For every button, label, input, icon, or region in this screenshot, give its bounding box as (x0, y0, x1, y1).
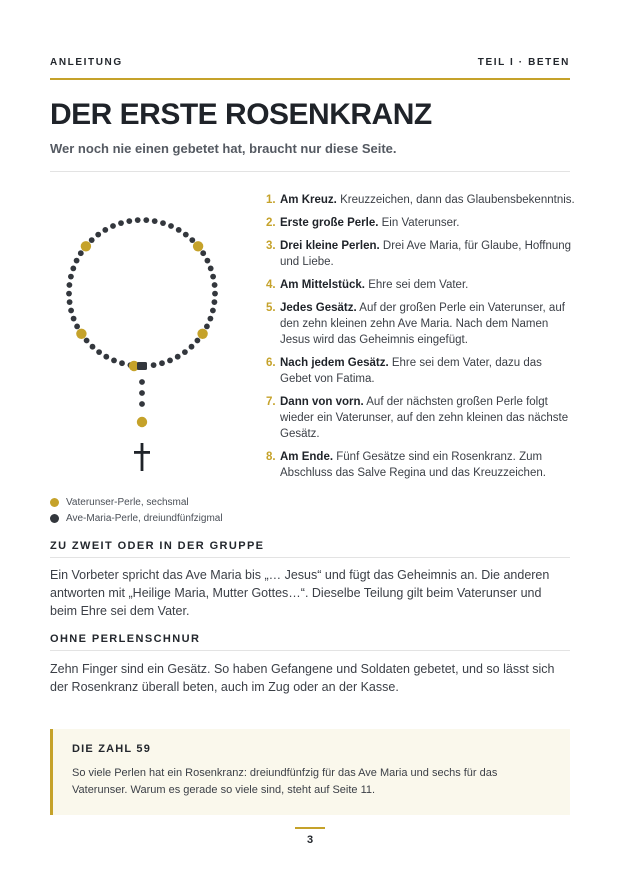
callout-box (50, 729, 570, 815)
step-body: Auf der großen Perle ein Vaterunser, auf den zehn kleinen zehn Ave Maria. Nach dem Namen Jesus wird das Geheimnis eingefügt. (280, 302, 565, 346)
gold-bead-icon (50, 498, 59, 507)
legend-label: Ave-Maria-Perle, dreiundfünfzigmal (66, 512, 223, 524)
rosary-pendant (129, 361, 147, 427)
gold-bead (193, 241, 203, 251)
callout-title: DIE ZAHL 59 (72, 743, 152, 755)
dark-bead (160, 220, 166, 226)
section-heading: ZU ZWEIT ODER IN DER GRUPPE (50, 540, 265, 552)
dark-bead (126, 218, 132, 224)
step-text (280, 215, 576, 231)
dark-bead (110, 223, 116, 229)
step-number: 6. (266, 357, 276, 369)
gold-bead (76, 329, 86, 339)
dark-bead (159, 360, 165, 366)
dark-bead (195, 338, 201, 344)
dark-bead (103, 354, 109, 360)
step-body: Auf der nächsten großen Perle folgt wieder ein Vaterunser, auf den zehn kleinen das nächste Gesätz. (280, 396, 569, 440)
step-text (280, 238, 576, 270)
step-number: 3. (266, 240, 276, 252)
dark-bead (95, 232, 101, 238)
gold-bead (197, 329, 207, 339)
dark-bead (175, 354, 181, 360)
step-number: 1. (266, 194, 276, 206)
step-text (280, 394, 576, 442)
step-item (266, 394, 576, 442)
step-body: Fünf Gesätze sind ein Rosenkranz. Zum Abschluss das Salve Regina und das Kreuzzeichen. (280, 451, 546, 479)
cross-icon (134, 443, 150, 471)
legend-item-dark (50, 510, 223, 526)
dark-bead (176, 227, 182, 233)
dark-bead (208, 316, 214, 322)
step-lead: Nach jedem Gesätz. (280, 357, 389, 369)
page-number-rule (295, 827, 325, 829)
dark-bead (67, 299, 73, 305)
section-heading: OHNE PERLENSCHNUR (50, 633, 201, 645)
rosary-centerpiece (137, 362, 147, 370)
rosary-loop (66, 217, 218, 368)
dark-bead (68, 308, 74, 314)
step-lead: Dann von vorn. (280, 396, 364, 408)
dark-bead (68, 274, 74, 280)
step-number: 7. (266, 396, 276, 408)
step-item (266, 277, 576, 293)
dark-bead (212, 291, 218, 297)
step-lead: Am Mittelstück. (280, 279, 365, 291)
step-item (266, 215, 576, 231)
step-number: 2. (266, 217, 276, 229)
gold-bead (81, 241, 91, 251)
dark-bead (139, 379, 145, 385)
dark-bead (70, 266, 76, 272)
dark-bead (74, 258, 80, 264)
dark-bead (189, 237, 195, 243)
dark-bead (135, 217, 141, 223)
step-lead: Jedes Gesätz. (280, 302, 357, 314)
step-lead: Am Kreuz. (280, 194, 337, 206)
dark-bead (139, 390, 145, 396)
dark-bead (67, 282, 73, 288)
dark-bead (143, 217, 149, 223)
step-body: Ehre sei dem Vater, dazu das Gebet von Fatima. (280, 357, 542, 385)
dark-bead (111, 358, 117, 364)
dark-bead (102, 227, 108, 233)
gold-bead (137, 417, 147, 427)
running-head-left: ANLEITUNG (50, 56, 123, 68)
step-text (280, 300, 576, 348)
step-lead: Am Ende. (280, 451, 334, 463)
callout-text: So viele Perlen hat ein Rosenkranz: dreiundfünfzig für das Ave Maria und sechs für das Vaterunser. Warum es gerade so viele sind, steht auf Seite 11. (72, 767, 498, 796)
dark-bead (205, 258, 211, 264)
section-text: Ein Vorbeter spricht das Ave Maria bis „… Jesus“ und fügt das Geheimnis an. Die anderen antworten mit „Heilige Maria, Mutter Gottes…“. Dieselbe Teilung gilt beim Vaterunser und beim Ehre sei dem Vater. (50, 568, 550, 618)
legend-label: Vaterunser-Perle, sechsmal (66, 496, 189, 508)
subtitle-rule (50, 171, 570, 172)
dark-bead (90, 344, 96, 350)
step-item (266, 238, 576, 270)
dark-bead (151, 362, 157, 368)
dark-bead (210, 274, 216, 280)
rosary-legend (50, 494, 223, 526)
page-subtitle: Wer noch nie einen gebetet hat, braucht nur diese Seite. (50, 141, 397, 156)
step-item (266, 355, 576, 387)
step-body: Kreuzzeichen, dann das Glaubensbekenntnis. (340, 194, 575, 206)
page-title: DER ERSTE ROSENKRANZ (50, 98, 432, 131)
step-number: 8. (266, 451, 276, 463)
step-lead: Drei kleine Perlen. (280, 240, 380, 252)
rosary-diagram (50, 200, 240, 480)
step-item (266, 300, 576, 348)
step-text (280, 192, 576, 208)
dark-bead (118, 220, 124, 226)
dark-bead (152, 218, 158, 224)
dark-bead (66, 291, 72, 297)
dark-bead (78, 250, 84, 256)
dark-bead (200, 250, 206, 256)
dark-bead (167, 358, 173, 364)
dark-bead (182, 349, 188, 355)
step-body: Ein Vaterunser. (381, 217, 460, 229)
section-rule (50, 557, 570, 558)
dark-bead (96, 349, 102, 355)
dark-bead (212, 299, 218, 305)
step-text (280, 355, 576, 387)
step-number: 4. (266, 279, 276, 291)
dark-bead (89, 237, 95, 243)
dark-bead (71, 316, 77, 322)
steps-list (266, 192, 576, 488)
dark-bead (84, 338, 90, 344)
dark-bead (168, 223, 174, 229)
running-head-right: TEIL I · BETEN (477, 56, 570, 68)
page-number: 3 (306, 834, 314, 846)
step-body: Drei Ave Maria, für Glaube, Hoffnung und Liebe. (280, 240, 572, 268)
dark-bead (212, 282, 218, 288)
dark-bead (119, 360, 125, 366)
section-rule (50, 650, 570, 651)
header-rule (50, 78, 570, 80)
section-text: Zehn Finger sind ein Gesätz. So haben Gefangene und Soldaten gebetet, und so lässt sich der Rosenkranz überall beten, auch im Zug oder an der Kasse. (50, 662, 555, 694)
dark-bead (139, 401, 145, 407)
dark-bead (204, 324, 210, 330)
dark-bead (210, 308, 216, 314)
step-item (266, 192, 576, 208)
dark-bead (189, 344, 195, 350)
step-text (280, 449, 576, 481)
dark-bead (74, 324, 80, 330)
step-text (280, 277, 576, 293)
step-item (266, 449, 576, 481)
step-body: Ehre sei dem Vater. (368, 279, 469, 291)
dark-bead (208, 266, 214, 272)
step-number: 5. (266, 302, 276, 314)
running-head (50, 54, 570, 70)
dark-bead-icon (50, 514, 59, 523)
dark-bead (183, 232, 189, 238)
legend-item-gold (50, 494, 223, 510)
step-lead: Erste große Perle. (280, 217, 379, 229)
